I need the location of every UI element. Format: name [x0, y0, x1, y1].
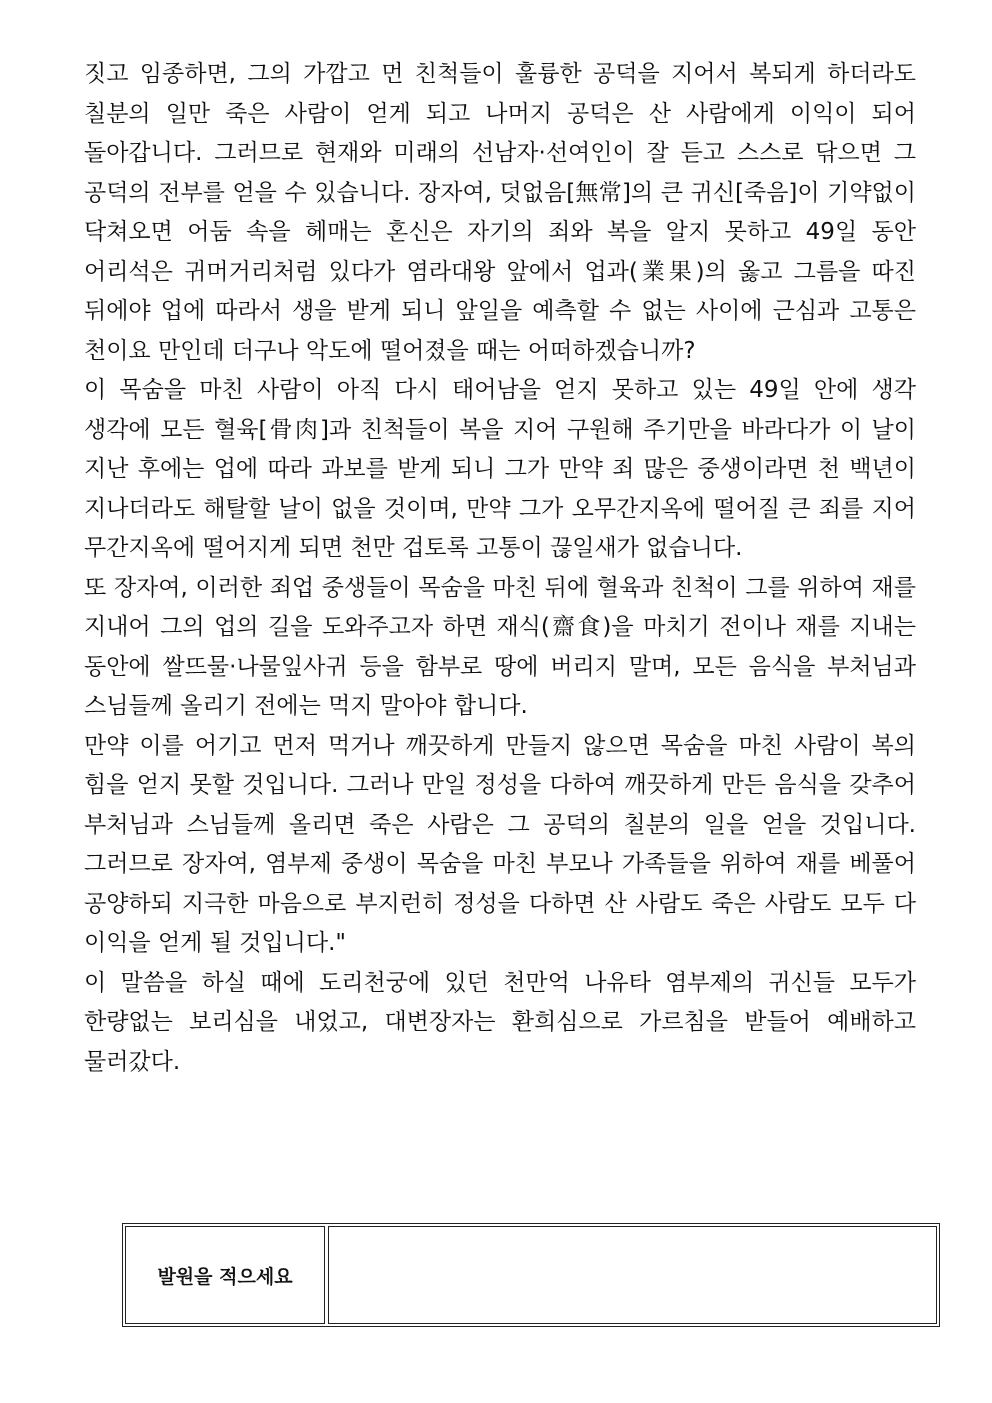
paragraph-5: 이 말씀을 하실 때에 도리천궁에 있던 천만억 나유타 염부제의 귀신들 모두가 한량없는 보리심을 내었고, 대변장자는 환희심으로 가르침을 받들어 예배하고 물러갔다. [84, 969, 916, 1075]
vow-table [122, 1223, 940, 1327]
page-body [84, 55, 916, 1082]
vow-label: 발원을 적으세요 [125, 1226, 325, 1324]
vow-input-cell[interactable] [328, 1226, 937, 1324]
paragraph-1: 짓고 임종하면, 그의 가깝고 먼 친척들이 훌륭한 공덕을 지어서 복되게 하더라도 칠분의 일만 죽은 사람이 얻게 되고 나머지 공덕은 산 사람에게 이익이 되어 돌아갑니다. 그러므로 현재와 미래의 선남자·선여인이 잘 듣고 스스로 닦으면 그 공덕의 전부를 얻을 수 있습니다. 장자여, 덧없음[無常]의 큰 귀신[죽음]이 기약없이 닥쳐오면 어둠 속을 헤매는 혼신은 자기의 죄와 복을 알지 못하고 49일 동안 어리석은 귀머거리처럼 있다가 염라대왕 앞에서 업과(業果)의 옳고 그름을 따진 뒤에야 업에 따라서 생을 받게 되니 앞일을 예측할 수 없는 사이에 근심과 고통은 천이요 만인데 더구나 악도에 떨어졌을 때는 어떠하겠습니까? [84, 61, 916, 364]
paragraph-4: 만약 이를 어기고 먼저 먹거나 깨끗하게 만들지 않으면 목숨을 마친 사람이 복의 힘을 얻지 못할 것입니다. 그러나 만일 정성을 다하여 깨끗하게 만든 음식을 갖추어 부처님과 스님들께 올리면 죽은 사람은 그 공덕의 칠분의 일을 얻을 것입니다. 그러므로 장자여, 염부제 중생이 목숨을 마친 부모나 가족들을 위하여 재를 베풀어 공양하되 지극한 마음으로 부지런히 정성을 다하면 산 사람도 죽은 사람도 모두 다 이익을 얻게 될 것입니다." [84, 732, 916, 956]
paragraph-3: 또 장자여, 이러한 죄업 중생들이 목숨을 마친 뒤에 혈육과 친척이 그를 위하여 재를 지내어 그의 업의 길을 도와주고자 하면 재식(齋食)을 마치기 전이나 재를 지내는 동안에 쌀뜨물·나물잎사귀 등을 함부로 땅에 버리지 말며, 모든 음식을 부처님과 스님들께 올리기 전에는 먹지 말아야 합니다. [84, 574, 916, 719]
paragraph-2: 이 목숨을 마친 사람이 아직 다시 태어남을 얻지 못하고 있는 49일 안에 생각 생각에 모든 혈육[骨肉]과 친척들이 복을 지어 구원해 주기만을 바라다가 이 날이 지난 후에는 업에 따라 과보를 받게 되니 그가 만약 죄 많은 중생이라면 천 백년이 지나더라도 해탈할 날이 없을 것이며, 만약 그가 오무간지옥에 떨어질 큰 죄를 지어 무간지옥에 떨어지게 되면 천만 겁토록 고통이 끊일새가 없습니다. [84, 377, 916, 561]
